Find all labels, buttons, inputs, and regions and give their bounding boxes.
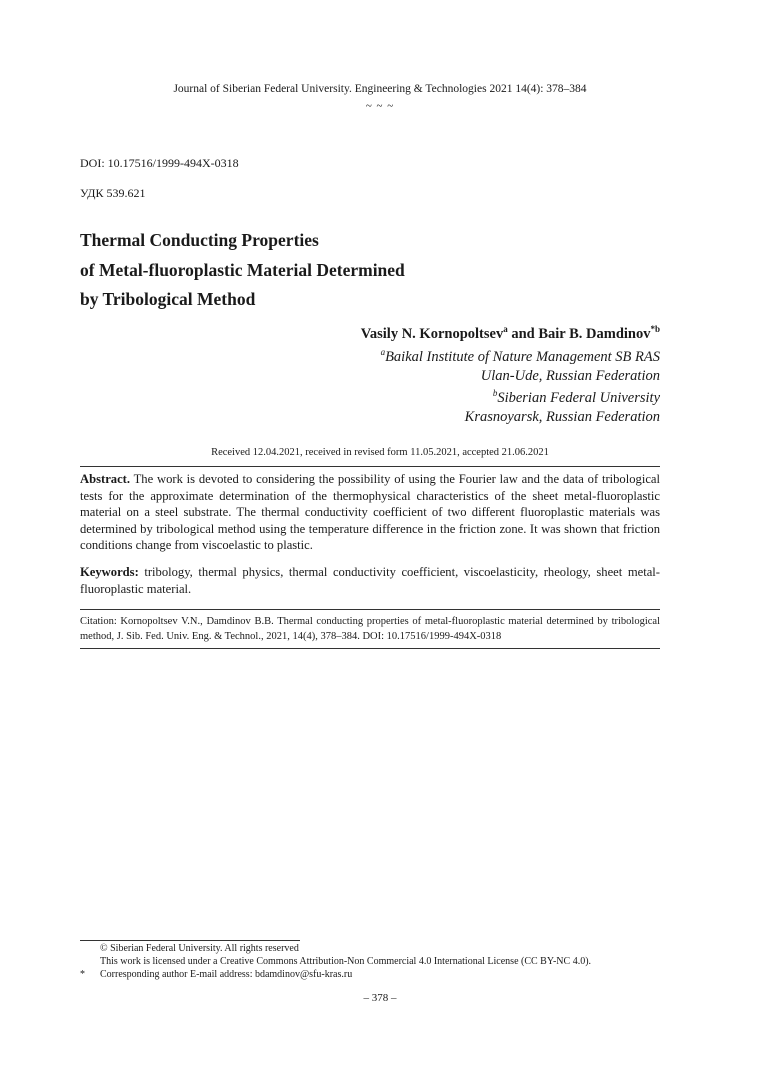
affiliation-a [381,347,660,366]
affiliation-name: Siberian Federal University [497,389,660,406]
keywords-label: Keywords: [80,565,139,579]
affiliation-a-city: Ulan-Ude, Russian Federation [480,368,660,384]
authors [361,324,660,343]
rule [80,648,660,649]
author-affiliation-mark: a [503,324,508,334]
author-name: Vasily N. Kornopoltsev [360,325,504,342]
copyright-text: © Siberian Federal University. All rights reserved [100,943,299,954]
author-affiliation-mark: *b [650,324,660,334]
affiliation-b [493,388,660,407]
corresponding-text: Corresponding author E-mail address: bdamdinov@sfu-kras.ru [100,969,353,980]
affiliation-name: Baikal Institute of Nature Management SB RAS [385,348,660,365]
keywords-text: tribology, thermal physics, thermal conductivity coefficient, viscoelasticity, rheology, sheet metal-fluoroplastic material. [80,565,660,596]
footnote-rule [80,940,300,941]
keywords [80,564,660,597]
affiliation-mark: b [492,388,498,398]
footnote-corresponding [80,969,680,982]
footnote-license [80,956,680,969]
abstract [80,471,660,554]
journal-header: Journal of Siberian Federal University. Engineering & Technologies 2021 14(4): 378–384 [173,83,587,95]
title-line: Thermal Conducting Properties [80,230,319,250]
author-name: Bair B. Damdinov [538,325,651,342]
authors-and: and [507,325,539,342]
page-number: – 378 – [363,992,397,1004]
paper-title [80,226,405,315]
rule [80,609,660,610]
rule [80,466,660,467]
received-dates: Received 12.04.2021, received in revised form 11.05.2021, accepted 21.06.2021 [211,447,549,458]
header-separator: ~ ~ ~ [365,100,395,112]
udk: УДК 539.621 [80,186,146,200]
footnote-mark: * [80,969,85,980]
license-text: This work is licensed under a Creative Commons Attribution-Non Commercial 4.0 International License (CC BY-NC 4.0). [100,956,592,967]
affiliation-mark: a [380,347,386,357]
citation: Citation: Kornopoltsev V.N., Damdinov B.B. Thermal conducting properties of metal-fluoroplastic material determined by tribological method, J. Sib. Fed. Univ. Eng. & Technol., 2021, 14(4), 378–384. DOI: 10.17516/1999-494X-0318 [80,616,660,642]
affiliation-b-city: Krasnoyarsk, Russian Federation [464,409,660,425]
title-line: of Metal-fluoroplastic Material Determined [80,259,405,280]
abstract-label: Abstract. [80,472,131,486]
doi: DOI: 10.17516/1999-494X-0318 [80,156,239,170]
abstract-text: The work is devoted to considering the possibility of using the Fourier law and the data of tribological tests for the approximate determination of the thermophysical characteristics of the sheet metal-fluoroplastic material on a steel substrate. The thermal conductivity coefficient of two different fluoroplastic materials was determined by tribological method using the temperature difference in the friction zone. It was shown that friction conditions change from viscoelastic to plastic. [80,472,660,552]
footnote-copyright [80,943,680,956]
title-line: by Tribological Method [80,289,256,309]
